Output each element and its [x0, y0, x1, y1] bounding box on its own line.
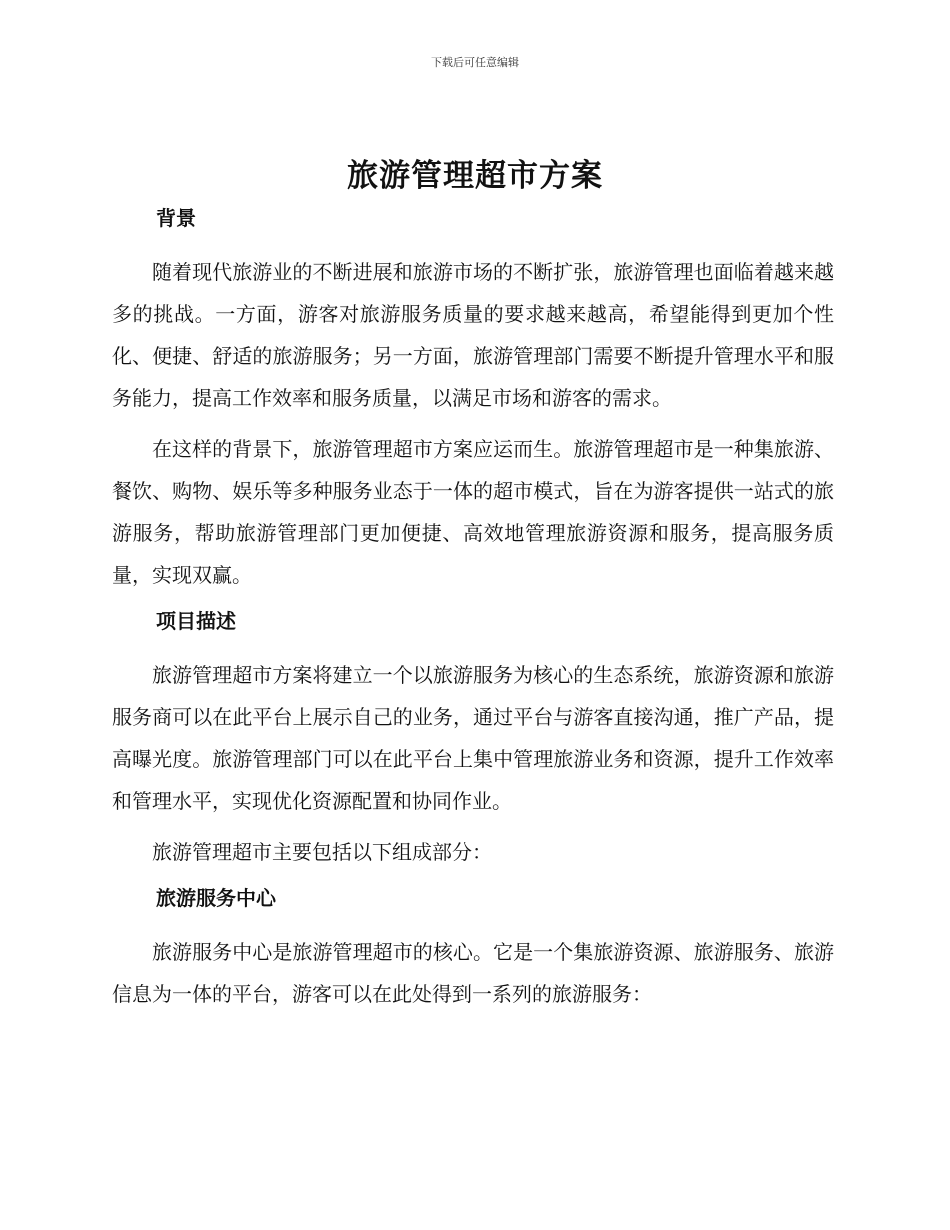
section-heading-background: 背景 [156, 206, 196, 230]
paragraph-project-1: 旅游管理超市方案将建立一个以旅游服务为核心的生态系统，旅游资源和旅游服务商可以在此平台上展示自己的业务，通过平台与游客直接沟通，推广产品，提高曝光度。旅游管理部门可以在此平台上集中管理旅游业务和资源，提升工作效率和管理水平，实现优化资源配置和协同作业。 [112, 663, 834, 813]
page-title: 旅游管理超市方案 [347, 158, 603, 194]
paragraph-background-2: 在这样的背景下，旅游管理超市方案应运而生。旅游管理超市是一种集旅游、餐饮、购物、娱乐等多种服务业态于一体的超市模式，旨在为游客提供一站式的旅游服务，帮助旅游管理部门更加便捷、高效地管理旅游资源和服务，提高服务质量，实现双赢。 [112, 437, 834, 587]
paragraph-project-2: 旅游管理超市主要包括以下组成部分： [152, 840, 492, 864]
document-body [112, 202, 834, 1024]
section-heading-service-center: 旅游服务中心 [156, 886, 276, 910]
header-note: 下载后可任意编辑 [431, 56, 519, 69]
section-heading-project: 项目描述 [156, 609, 236, 633]
paragraph-background-1: 随着现代旅游业的不断进展和旅游市场的不断扩张，旅游管理也面临着越来越多的挑战。一方面，游客对旅游服务质量的要求越来越高，希望能得到更加个性化、便捷、舒适的旅游服务；另一方面，旅游管理部门需要不断提升管理水平和服务能力，提高工作效率和服务质量，以满足市场和游客的需求。 [112, 260, 834, 410]
paragraph-service-center-1: 旅游服务中心是旅游管理超市的核心。它是一个集旅游资源、旅游服务、旅游信息为一体的平台，游客可以在此处得到一系列的旅游服务： [112, 940, 834, 1006]
